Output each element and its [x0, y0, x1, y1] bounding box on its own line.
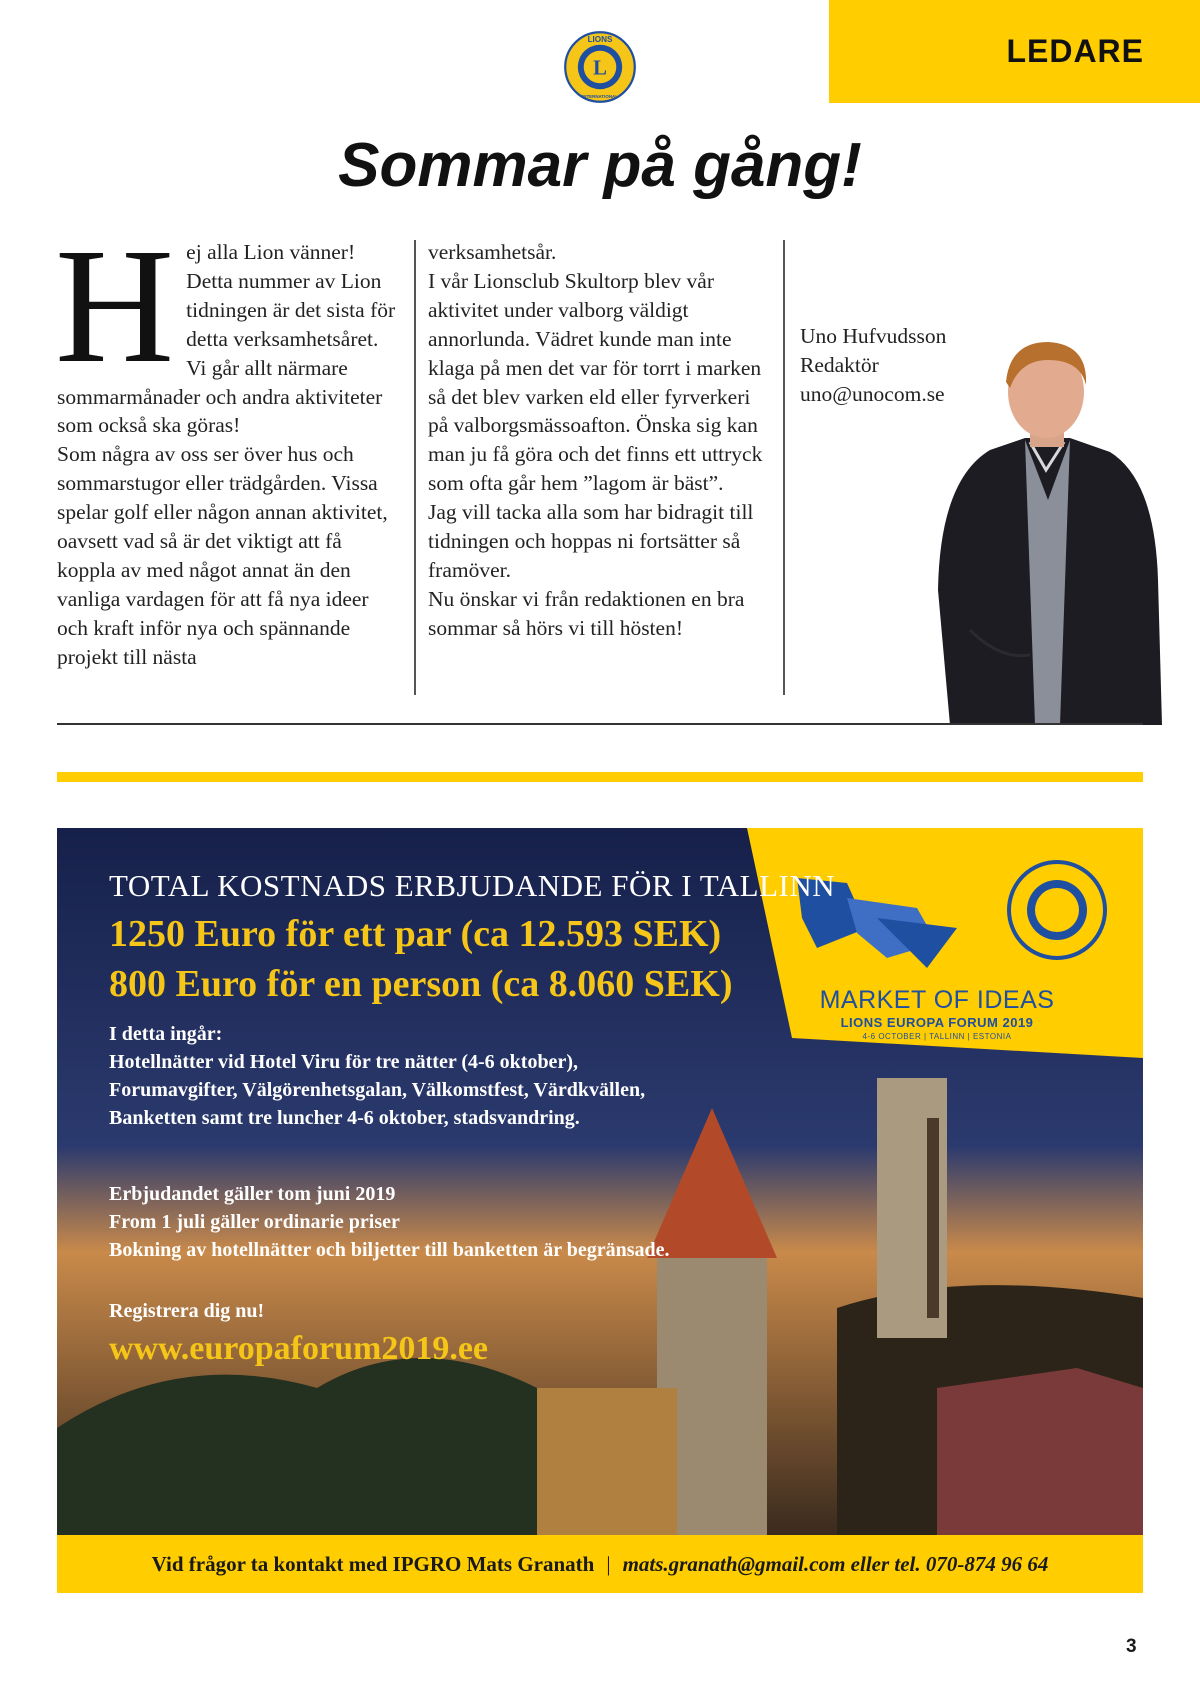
ad-offer-line: Erbjudandet gäller tom juni 2019 — [109, 1183, 396, 1205]
europa-forum-advertisement[interactable] — [57, 828, 1143, 1593]
section-label: LEDARE — [1006, 33, 1144, 69]
article-paragraph: Som några av oss ser över hus och sommarstugor eller trädgården. Vissa spelar golf eller någon annan aktivitet, oavsett vad så är det viktigt att få koppla av med något annat än den vanliga vardagen för att få nya ideer och kraft inför nya och spännande projekt till nästa — [57, 442, 388, 669]
ad-headline: TOTAL KOSTNADS ERBJUDANDE FÖR I TALLINN — [109, 868, 836, 903]
ad-includes — [109, 1020, 645, 1132]
ad-includes-line: Banketten samt tre luncher 4-6 oktober, stadsvandring. — [109, 1107, 580, 1129]
ad-includes-line: Hotellnätter vid Hotel Viru för tre nätter (4-6 oktober), — [109, 1051, 578, 1073]
market-date: 4-6 OCTOBER | TALLINN | ESTONIA — [862, 1032, 1012, 1041]
ad-contact-email[interactable]: mats.granath@gmail.com eller tel. 070-874 96 64 — [622, 1551, 1049, 1576]
divider-line — [57, 723, 1143, 725]
section-tab — [829, 0, 1200, 103]
ad-offer-line: Bokning av hotellnätter och biljetter till banketten är begränsade. — [109, 1239, 670, 1261]
ad-register-cta: Registrera dig nu! — [109, 1300, 265, 1322]
article-paragraph: Vi går allt närmare sommarmånader och andra aktiviteter som också ska göras! — [57, 355, 383, 438]
article-column-2 — [428, 238, 773, 643]
ad-includes-line: Forumavgifter, Välgörenhetsgalan, Välkomstfest, Värdkvällen, — [109, 1079, 646, 1101]
article-paragraph: verksamhetsår. — [428, 240, 557, 264]
ad-offer-line: From 1 juli gäller ordinarie priser — [109, 1211, 400, 1233]
ad-website-link[interactable]: www.europaforum2019.ee — [109, 1330, 488, 1367]
yellow-divider — [57, 772, 1143, 782]
logo-text-top: LIONS — [587, 34, 613, 44]
column-divider — [414, 240, 416, 695]
article-paragraph: Jag vill tacka alla som har bidragit till tidningen och hoppas ni fortsätter så framöver. — [428, 500, 754, 582]
ad-contact-bar — [57, 1535, 1143, 1593]
market-subtitle: LIONS EUROPA FORUM 2019 — [840, 1015, 1034, 1030]
ad-offer-terms — [109, 1180, 670, 1264]
ad-contact-separator: | — [606, 1551, 611, 1576]
article-title: Sommar på gång! — [338, 131, 862, 200]
article-paragraph: Nu önskar vi från redaktionen en bra sommar så hörs vi till hösten! — [428, 586, 745, 640]
market-title: MARKET OF IDEAS — [819, 986, 1055, 1014]
author-block — [800, 322, 946, 409]
article-paragraph: I vår Lionsclub Skultorp blev vår aktivitet under valborg väldigt annorlunda. Vädret kunde man inte klaga på men det var för torrt i marken så det blev varken eld eller fyrverkeri på valborgsmässoafton. Önska sig kan man ju få göra och det finns ett uttryck som ofta går hem ”lagom är bäst”. — [428, 268, 763, 496]
page-number: 3 — [1126, 1636, 1137, 1657]
lions-logo-icon — [563, 30, 637, 104]
author-email[interactable]: uno@unocom.se — [800, 382, 945, 406]
author-name: Uno Hufvudsson — [800, 324, 947, 348]
ad-price-couple: 1250 Euro för ett par (ca 12.593 SEK) — [109, 913, 722, 955]
drop-cap: H — [55, 214, 175, 397]
ad-price-single: 800 Euro för en person (ca 8.060 SEK) — [109, 963, 733, 1005]
article-paragraph: ej alla Lion vänner! Detta nummer av Lion tidningen är det sista för detta verksamhetsåret. — [186, 240, 396, 351]
ad-includes-label: I detta ingår: — [109, 1023, 223, 1045]
author-portrait-image — [930, 330, 1162, 725]
author-role: Redaktör — [800, 353, 879, 377]
ad-contact-text: Vid frågor ta kontakt med IPGRO Mats Granath — [151, 1551, 595, 1576]
column-divider — [783, 240, 785, 695]
market-of-ideas-logo — [817, 986, 1057, 1041]
logo-text-bottom: INTERNATIONAL — [582, 94, 618, 100]
logo-letter: L — [593, 57, 607, 80]
article-column-1 — [55, 214, 402, 672]
